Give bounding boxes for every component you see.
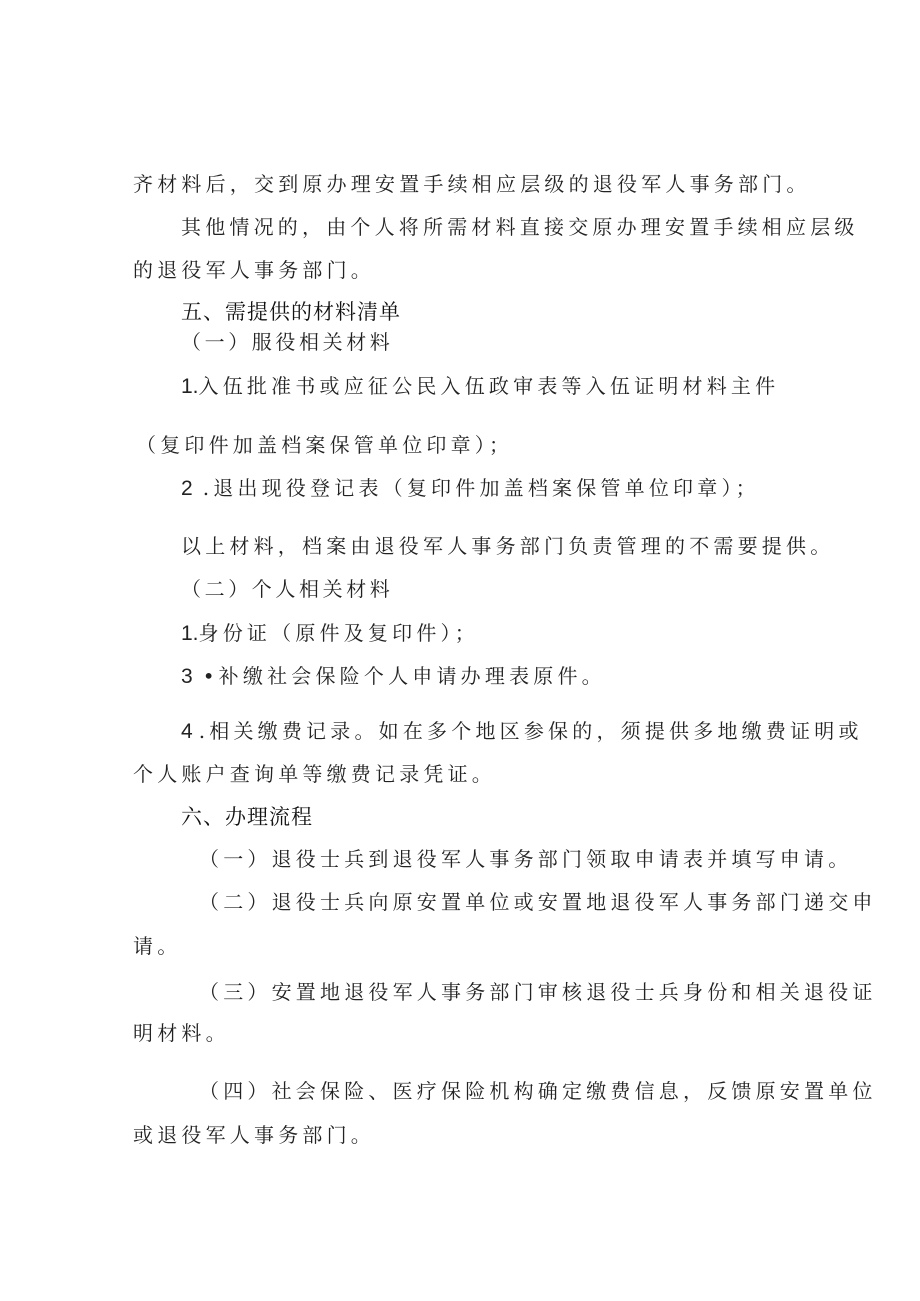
paragraph-line: 明材料。: [133, 1021, 230, 1045]
section-heading: 五、需提供的材料清单: [181, 300, 401, 324]
list-item-text: .退出现役登记表（复印件加盖档案保管单位印章）；: [202, 476, 760, 500]
list-item: [181, 663, 606, 690]
paragraph-line: 齐材料后，交到原办理安置手续相应层级的退役军人事务部门。: [133, 172, 811, 196]
list-item-number: 1.: [181, 375, 199, 398]
paragraph-line: 其他情况的，由个人将所需材料直接交原办理安置手续相应层级: [181, 215, 859, 239]
paragraph-line: 的退役军人事务部门。: [133, 258, 375, 282]
list-item: [181, 718, 863, 745]
list-item-number: 4: [181, 720, 193, 743]
paragraph-line: 以上材料，档案由退役军人事务部门负责管理的不需要提供。: [181, 534, 835, 558]
list-item: [181, 475, 760, 502]
list-item-text: •补缴社会保险个人申请办理表原件。: [202, 664, 606, 688]
list-item: [181, 620, 479, 647]
process-step: （二）退役士兵向原安置单位或安置地退役军人事务部门递交申: [199, 890, 877, 914]
list-item-number: 2: [181, 477, 193, 500]
list-item: [181, 373, 779, 400]
paragraph-line: （复印件加盖档案保管单位印章）；: [136, 433, 514, 457]
paragraph-line: 请。: [133, 934, 182, 958]
list-item-text: 入伍批准书或应征公民入伍政审表等入伍证明材料主件: [198, 374, 780, 398]
process-step: （四）社会保险、医疗保险机构确定缴费信息，反馈原安置单位: [199, 1079, 877, 1103]
list-item-number: 1.: [181, 622, 199, 645]
paragraph-line: 个人账户查询单等缴费记录凭证。: [133, 762, 496, 786]
process-step: （一）退役士兵到退役军人事务部门领取申请表并填写申请。: [199, 847, 853, 871]
process-step: （三）安置地退役军人事务部门审核退役士兵身份和相关退役证: [199, 980, 877, 1004]
subsection-heading: （一）服役相关材料: [181, 330, 394, 354]
list-item-text: .相关缴费记录。如在多个地区参保的，须提供多地缴费证明或: [198, 719, 863, 743]
list-item-text: 身份证（原件及复印件）；: [198, 621, 479, 645]
paragraph-line: 或退役军人事务部门。: [133, 1123, 375, 1147]
section-heading: 六、办理流程: [181, 805, 313, 829]
list-item-number: 3: [181, 665, 193, 688]
subsection-heading: （二）个人相关材料: [181, 577, 394, 601]
